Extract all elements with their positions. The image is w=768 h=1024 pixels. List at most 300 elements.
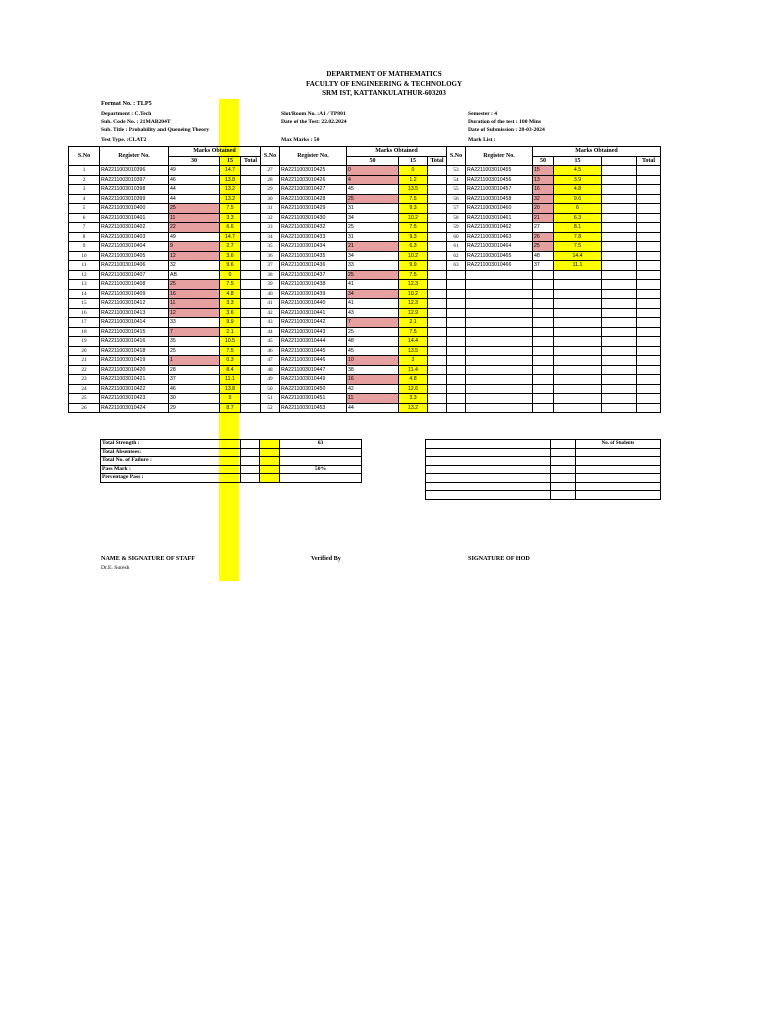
empty-cell (241, 204, 261, 214)
empty-cell (466, 384, 533, 394)
empty-cell (241, 375, 261, 385)
scaled-mark-cell: 6.3 (399, 242, 428, 252)
regno-header: Register No. (100, 147, 169, 166)
empty-cell (466, 308, 533, 318)
register-no-cell: RA2211003010464 (466, 242, 533, 252)
raw-mark-cell: 31 (347, 204, 399, 214)
sno-cell: 3 (69, 185, 100, 195)
scaled-mark-cell: 6.3 (554, 213, 602, 223)
table-row (261, 213, 447, 223)
register-no-cell: RA2211003010425 (280, 166, 347, 176)
raw-mark-cell: AB (169, 270, 220, 280)
raw-mark-cell: 48 (347, 337, 399, 347)
empty-cell (447, 308, 466, 318)
blank-row (447, 308, 661, 318)
sno-cell: 53 (447, 166, 466, 176)
sno-cell: 14 (69, 289, 100, 299)
empty-cell (554, 384, 602, 394)
table-row (69, 251, 261, 261)
scaled-mark-cell: 14.4 (399, 337, 428, 347)
empty-cell (241, 308, 261, 318)
empty-cell (533, 375, 554, 385)
register-no-cell: RA2211003010428 (280, 194, 347, 204)
raw-mark-cell: 34 (347, 289, 399, 299)
raw-mark-cell: 11 (169, 299, 220, 309)
empty-cell (533, 308, 554, 318)
register-no-cell: RA2211003010406 (100, 261, 169, 271)
scaled-mark-cell: 4.5 (554, 166, 602, 176)
raw-mark-cell: 38 (347, 365, 399, 375)
empty-cell (533, 394, 554, 404)
sno-cell: 60 (447, 232, 466, 242)
table-row (261, 403, 447, 413)
blank-row (447, 384, 661, 394)
scaled-mark-cell: 11.4 (399, 365, 428, 375)
scaled-mark-cell: 13.2 (220, 194, 241, 204)
table-row (69, 337, 261, 347)
col-15-header: 15 (554, 156, 602, 166)
sno-cell: 41 (261, 299, 280, 309)
table-row (447, 175, 661, 185)
raw-mark-cell: 34 (347, 213, 399, 223)
register-no-cell: RA2211003010429 (280, 204, 347, 214)
scaled-mark-cell: 10.2 (399, 289, 428, 299)
table-row (261, 337, 447, 347)
scaled-mark-cell: 8.7 (220, 403, 241, 413)
register-no-cell: RA2211003010457 (466, 185, 533, 195)
register-no-cell: RA2211003010427 (280, 185, 347, 195)
table-row (447, 213, 661, 223)
empty-cell (533, 346, 554, 356)
sno-cell: 20 (69, 346, 100, 356)
register-no-cell: RA2211003010426 (280, 175, 347, 185)
scaled-mark-cell: 9 (220, 394, 241, 404)
empty-cell (428, 185, 447, 195)
empty-cell (533, 318, 554, 328)
scaled-mark-cell: 13.5 (399, 185, 428, 195)
sno-cell: 15 (69, 299, 100, 309)
scaled-mark-cell: 13.2 (399, 403, 428, 413)
register-no-cell: RA2211003010434 (280, 242, 347, 252)
register-no-cell: RA2211003010413 (100, 308, 169, 318)
empty-cell (637, 232, 661, 242)
sno-header: S.No (69, 147, 100, 166)
empty-cell (637, 175, 661, 185)
table-row (261, 232, 447, 242)
raw-mark-cell: 44 (169, 185, 220, 195)
register-no-cell: RA2211003010442 (280, 318, 347, 328)
sno-cell: 52 (261, 403, 280, 413)
empty-cell (428, 356, 447, 366)
sno-cell: 29 (261, 185, 280, 195)
empty-cell (466, 403, 533, 413)
sno-cell: 43 (261, 318, 280, 328)
pass-mark-label: Pass Mark : (101, 465, 241, 474)
sno-cell: 30 (261, 194, 280, 204)
empty-cell (554, 365, 602, 375)
empty-cell (602, 185, 637, 195)
scaled-mark-cell: 2.7 (220, 242, 241, 252)
sub-code: Sub. Code No. : 21MAB204T (101, 119, 171, 125)
sno-cell: 46 (261, 346, 280, 356)
register-no-cell: RA2211003010444 (280, 337, 347, 347)
raw-mark-cell: 45 (347, 346, 399, 356)
empty-cell (428, 337, 447, 347)
table-row (69, 299, 261, 309)
sno-cell: 22 (69, 365, 100, 375)
table-row (69, 308, 261, 318)
empty-cell (637, 213, 661, 223)
raw-mark-cell: 25 (347, 327, 399, 337)
empty-cell (241, 299, 261, 309)
empty-cell (447, 346, 466, 356)
empty-cell (241, 223, 261, 233)
scaled-mark-cell: 13.8 (220, 175, 241, 185)
raw-mark-cell: 16 (347, 375, 399, 385)
empty-cell (466, 394, 533, 404)
blank-header (602, 156, 637, 166)
empty-cell (466, 375, 533, 385)
blank-row (447, 375, 661, 385)
raw-mark-cell: 11 (347, 394, 399, 404)
scaled-mark-cell: 12.9 (399, 308, 428, 318)
scaled-mark-cell: 6.6 (220, 223, 241, 233)
regno-header: Register No. (280, 147, 347, 166)
empty-cell (602, 232, 637, 242)
empty-cell (428, 242, 447, 252)
sno-cell: 31 (261, 204, 280, 214)
empty-cell (602, 213, 637, 223)
empty-cell (428, 166, 447, 176)
empty-cell (637, 375, 661, 385)
table-row (69, 375, 261, 385)
empty-cell (241, 270, 261, 280)
dept-title: DEPARTMENT OF MATHEMATICS (326, 70, 442, 78)
summary-row-absentees (101, 448, 362, 457)
register-no-cell: RA2211003010456 (466, 175, 533, 185)
raw-mark-cell: 22 (169, 223, 220, 233)
register-no-cell: RA2211003010446 (280, 356, 347, 366)
empty-cell (241, 384, 261, 394)
empty-cell (533, 384, 554, 394)
empty-cell (533, 337, 554, 347)
empty-cell (428, 213, 447, 223)
sno-cell: 63 (447, 261, 466, 271)
empty-cell (428, 299, 447, 309)
sno-cell: 27 (261, 166, 280, 176)
raw-mark-cell: 10 (347, 356, 399, 366)
sno-cell: 40 (261, 289, 280, 299)
empty-cell (447, 384, 466, 394)
empty-cell (241, 403, 261, 413)
blank-row (447, 289, 661, 299)
empty-cell (241, 213, 261, 223)
register-no-cell: RA2211003010449 (280, 375, 347, 385)
sno-cell: 36 (261, 251, 280, 261)
empty-cell (447, 365, 466, 375)
scaled-mark-cell: 7.5 (554, 242, 602, 252)
sno-cell: 9 (69, 242, 100, 252)
scaled-mark-cell: 3 (399, 356, 428, 366)
col-15-header: 15 (220, 156, 241, 166)
empty-cell (428, 346, 447, 356)
col-15-header: 15 (399, 156, 428, 166)
staff-name: Dr.E. Suresh (101, 565, 130, 571)
table-row (69, 346, 261, 356)
raw-mark-cell: 48 (533, 251, 554, 261)
empty-cell (241, 356, 261, 366)
blank-row (447, 365, 661, 375)
scaled-mark-cell: 2.1 (220, 327, 241, 337)
sno-cell: 2 (69, 175, 100, 185)
empty-cell (428, 365, 447, 375)
empty-cell (554, 308, 602, 318)
scaled-mark-cell: 3.6 (220, 251, 241, 261)
register-no-cell: RA2211003010437 (280, 270, 347, 280)
table-row (261, 289, 447, 299)
sno-cell: 5 (69, 204, 100, 214)
register-no-cell: RA2211003010460 (466, 204, 533, 214)
scaled-mark-cell: 7.5 (399, 223, 428, 233)
empty-cell (241, 185, 261, 195)
mark-list: Mark List : (468, 137, 496, 143)
table-row (69, 289, 261, 299)
register-no-cell: RA2211003010401 (100, 213, 169, 223)
marks-table-2 (260, 146, 447, 413)
empty-cell (554, 346, 602, 356)
table-row (69, 394, 261, 404)
sno-cell: 26 (69, 403, 100, 413)
table-row (261, 194, 447, 204)
sno-cell: 18 (69, 327, 100, 337)
scaled-mark-cell: 9.3 (399, 232, 428, 242)
sno-cell: 21 (69, 356, 100, 366)
scaled-mark-cell: 14.7 (220, 166, 241, 176)
empty-cell (428, 308, 447, 318)
marks-header: Marks Obtained (347, 147, 447, 157)
marks-table-3 (446, 146, 661, 413)
table-row (69, 403, 261, 413)
scaled-mark-cell: 3.3 (220, 299, 241, 309)
raw-mark-cell: 9 (169, 242, 220, 252)
empty-cell (554, 403, 602, 413)
raw-mark-cell: 25 (169, 280, 220, 290)
raw-mark-cell: 32 (169, 261, 220, 271)
register-no-cell: RA2211003010423 (100, 394, 169, 404)
sno-cell: 44 (261, 327, 280, 337)
empty-cell (602, 308, 637, 318)
table-row (261, 356, 447, 366)
empty-cell (637, 337, 661, 347)
table-row (69, 232, 261, 242)
register-no-cell: RA2211003010414 (100, 318, 169, 328)
sno-cell: 17 (69, 318, 100, 328)
sno-cell: 28 (261, 175, 280, 185)
blank-row (447, 327, 661, 337)
sno-cell: 37 (261, 261, 280, 271)
raw-mark-cell: 15 (533, 166, 554, 176)
empty-cell (554, 394, 602, 404)
empty-cell (428, 280, 447, 290)
scaled-mark-cell: 14.4 (554, 251, 602, 261)
register-no-cell: RA2211003010439 (280, 289, 347, 299)
blank-row (447, 280, 661, 290)
empty-cell (554, 375, 602, 385)
max-marks: Max Marks : 50 (281, 137, 320, 143)
sno-cell: 13 (69, 280, 100, 290)
scaled-mark-cell: 13.8 (220, 384, 241, 394)
empty-cell (466, 289, 533, 299)
empty-cell (602, 394, 637, 404)
empty-cell (637, 403, 661, 413)
sno-cell: 24 (69, 384, 100, 394)
scaled-mark-cell: 4.8 (554, 185, 602, 195)
scaled-mark-cell: 0 (220, 270, 241, 280)
register-no-cell: RA2211003010466 (466, 261, 533, 271)
table-row (261, 175, 447, 185)
raw-mark-cell: 32 (533, 194, 554, 204)
empty-cell (241, 175, 261, 185)
sno-cell: 4 (69, 194, 100, 204)
empty-cell (554, 356, 602, 366)
raw-mark-cell: 34 (347, 251, 399, 261)
table-row (261, 394, 447, 404)
table-row (69, 194, 261, 204)
raw-mark-cell: 27 (533, 223, 554, 233)
empty-cell (602, 365, 637, 375)
scaled-mark-cell: 6 (554, 204, 602, 214)
students-table (425, 439, 661, 500)
sno-cell: 35 (261, 242, 280, 252)
scaled-mark-cell: 11.1 (554, 261, 602, 271)
empty-cell (241, 232, 261, 242)
scaled-mark-cell: 3.9 (554, 175, 602, 185)
empty-cell (602, 327, 637, 337)
register-no-cell: RA2211003010447 (280, 365, 347, 375)
empty-cell (637, 242, 661, 252)
table-row (447, 166, 661, 176)
raw-mark-cell: 25 (347, 194, 399, 204)
regno-header: Register No. (466, 147, 533, 166)
empty-cell (428, 261, 447, 271)
sno-cell: 45 (261, 337, 280, 347)
format-no: Format No. : TLP5 (101, 100, 152, 107)
empty-cell (466, 365, 533, 375)
sno-cell: 6 (69, 213, 100, 223)
register-no-cell: RA2211003010396 (100, 166, 169, 176)
register-no-cell: RA2211003010412 (100, 299, 169, 309)
table-row (69, 213, 261, 223)
blank-row (447, 270, 661, 280)
sno-cell: 16 (69, 308, 100, 318)
scaled-mark-cell: 9.6 (554, 194, 602, 204)
empty-cell (466, 318, 533, 328)
empty-cell (428, 194, 447, 204)
table-row (69, 356, 261, 366)
register-no-cell: RA2211003010402 (100, 223, 169, 233)
marks-header: Marks Obtained (169, 147, 261, 157)
table-row (261, 384, 447, 394)
blank-row (447, 337, 661, 347)
empty-cell (466, 270, 533, 280)
table-row (261, 270, 447, 280)
empty-cell (554, 318, 602, 328)
table-row (69, 185, 261, 195)
empty-cell (637, 289, 661, 299)
sno-cell: 1 (69, 166, 100, 176)
date-of-submission: Date of Submission : 28-03-2024 (468, 127, 545, 133)
register-no-cell: RA2211003010409 (100, 289, 169, 299)
empty-cell (241, 346, 261, 356)
empty-cell (241, 261, 261, 271)
scaled-mark-cell: 9.9 (399, 261, 428, 271)
empty-cell (637, 299, 661, 309)
raw-mark-cell: 45 (347, 185, 399, 195)
scaled-mark-cell: 7.5 (399, 194, 428, 204)
scaled-mark-cell: 7.5 (399, 270, 428, 280)
empty-cell (241, 166, 261, 176)
sno-cell: 34 (261, 232, 280, 242)
empty-cell (602, 175, 637, 185)
sno-cell: 47 (261, 356, 280, 366)
sno-cell: 39 (261, 280, 280, 290)
scaled-mark-cell: 4.8 (220, 289, 241, 299)
empty-cell (533, 365, 554, 375)
summary-table (100, 439, 362, 483)
raw-mark-cell: 31 (347, 232, 399, 242)
sno-cell: 8 (69, 232, 100, 242)
table-row (261, 280, 447, 290)
sno-cell: 10 (69, 251, 100, 261)
raw-mark-cell: 41 (347, 299, 399, 309)
empty-cell (637, 280, 661, 290)
raw-mark-cell: 7 (347, 318, 399, 328)
empty-cell (428, 403, 447, 413)
register-no-cell: RA2211003010453 (280, 403, 347, 413)
scaled-mark-cell: 9.3 (399, 204, 428, 214)
institute-title: SRM IST, KATTANKULATHUR-603203 (322, 89, 446, 97)
semester: Semester : 4 (468, 111, 498, 117)
scaled-mark-cell: 12.6 (399, 384, 428, 394)
sno-cell: 51 (261, 394, 280, 404)
verified-by-label: Verified By (311, 555, 341, 562)
register-no-cell: RA2211003010424 (100, 403, 169, 413)
summary-row-strength (101, 440, 362, 449)
register-no-cell: RA2211003010463 (466, 232, 533, 242)
raw-mark-cell: 33 (169, 318, 220, 328)
empty-cell (428, 223, 447, 233)
table-row (447, 261, 661, 271)
scaled-mark-cell: 1.2 (399, 175, 428, 185)
register-no-cell: RA2211003010398 (100, 185, 169, 195)
table-row (69, 365, 261, 375)
empty-cell (554, 270, 602, 280)
marks-header: Marks Obtained (533, 147, 661, 157)
register-no-cell: RA2211003010430 (280, 213, 347, 223)
table-row (447, 204, 661, 214)
sno-cell: 57 (447, 204, 466, 214)
empty-cell (602, 204, 637, 214)
table-row (69, 280, 261, 290)
raw-mark-cell: 21 (533, 213, 554, 223)
table-row (261, 308, 447, 318)
empty-cell (637, 308, 661, 318)
empty-cell (466, 346, 533, 356)
empty-cell (637, 318, 661, 328)
empty-cell (602, 337, 637, 347)
table-row (69, 223, 261, 233)
empty-cell (447, 327, 466, 337)
